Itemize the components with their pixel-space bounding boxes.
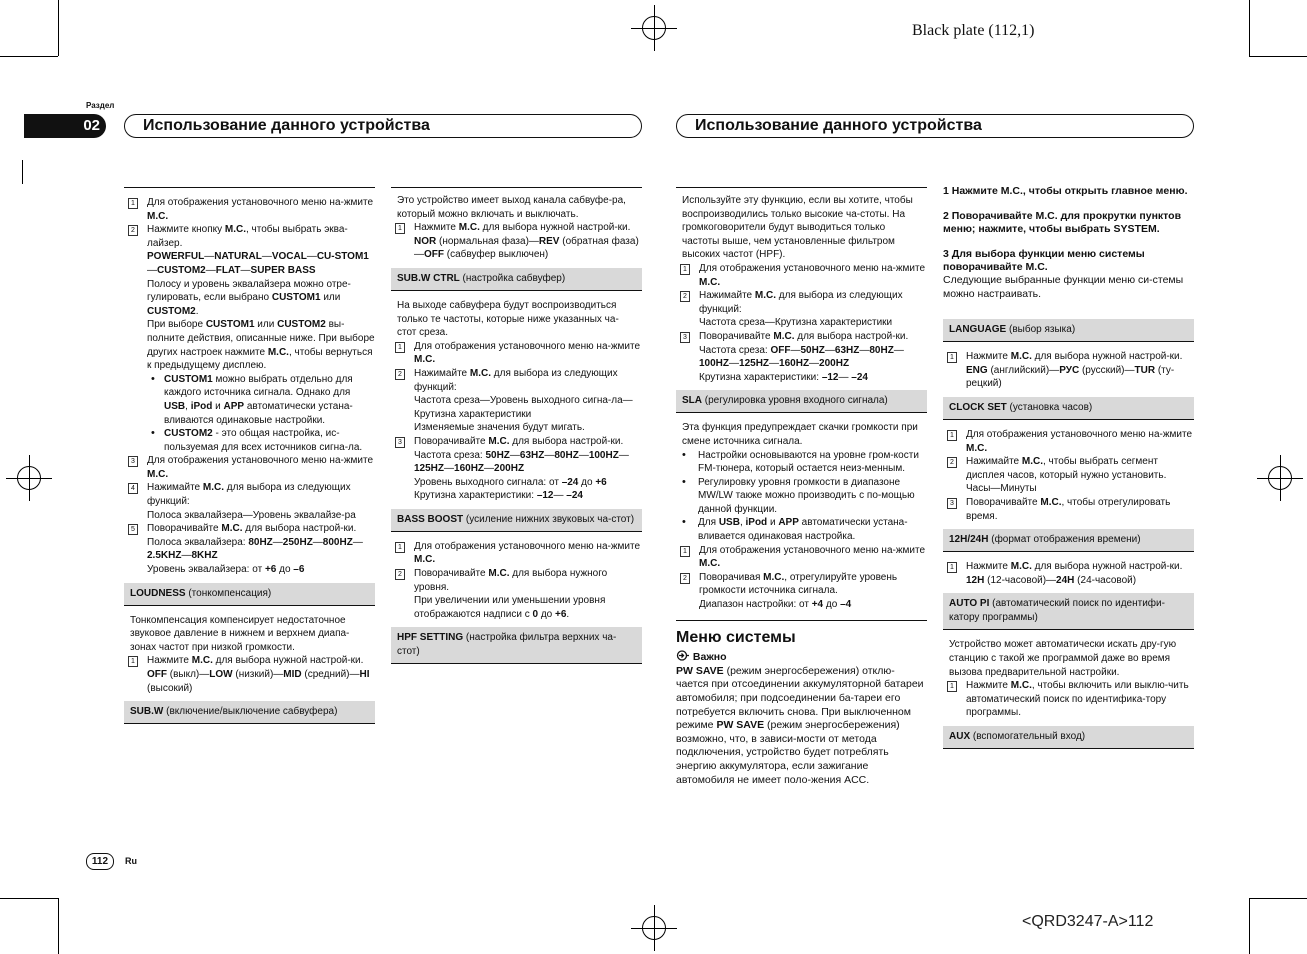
step-number: 3 (680, 332, 690, 343)
step-number: 2 (395, 569, 405, 580)
column-rule (124, 187, 375, 188)
step-number: 2 (680, 291, 690, 302)
step (124, 481, 375, 508)
step-text: Поворачивайте M.C. для выбора настрой-ки. (414, 435, 624, 447)
step-text: Поворачивайте M.C., чтобы отрегулировать время. (966, 496, 1171, 522)
crop-mark (22, 160, 23, 184)
step-detail: Частота среза: OFF—50HZ—63HZ—80HZ—100HZ—125HZ—160HZ—200HZ (699, 344, 904, 370)
step (124, 654, 375, 668)
setting-bar-sla: SLA (регулировка уровня входного сигнала) (676, 390, 927, 413)
paragraph: Следующие выбранные функции меню си-стемы можно настраивать. (943, 274, 1184, 300)
step (391, 435, 642, 449)
step-detail: NOR (нормальная фаза)—REV (обратная фаза)—OFF (сабвуфер выключен) (414, 235, 639, 261)
setting-bar-auto-pi: AUTO PI (автоматический поиск по идентифи-катору программы) (943, 593, 1194, 630)
column-rule (391, 187, 642, 188)
step (124, 454, 375, 481)
step-text: Нажимайте M.C. для выбора из следующих функций: (414, 367, 618, 393)
step (676, 262, 927, 289)
step (943, 350, 1194, 364)
page-title-left (124, 114, 642, 138)
step-text: Нажимайте M.C., чтобы выбрать сегмент дисплея часов, который нужно установить. (966, 456, 1167, 481)
important-icon (676, 650, 690, 661)
step-number: 3 (395, 437, 405, 448)
step-text: Поворачивайте M.C. для выбора нужного уровня. (414, 568, 608, 593)
registration-mark (1268, 466, 1292, 490)
step-detail: 12H (12-часовой)—24H (24-часовой) (966, 574, 1137, 586)
paragraph: Тонкомпенсация компенсирует недостаточное звуковое давление в нижнем и верхнем диапа-зонах частот при низкой громкости. (130, 614, 350, 653)
paragraph: На выходе сабвуфера будут воспроизводиться только те частоты, которые ниже указанных ча-стот среза. (397, 299, 619, 339)
bullet-item: • Регулировку уровня громкости в диапазоне MW/LW также можно производить с по-мощью данной функции. (676, 476, 927, 517)
setting-bar-hpf: HPF SETTING (настройка фильтра верхних ча-стот) (391, 627, 642, 664)
step-number: 1 (395, 542, 405, 553)
step-text: Нажмите M.C. для выбора нужной настрой-ки. (414, 222, 631, 234)
step (676, 571, 927, 598)
step-detail: Частота среза: 50HZ—63HZ—80HZ—100HZ—125HZ—160HZ—200HZ (414, 449, 629, 475)
procedure-step-heading: 3 Для выбора функции меню системы поворачивайте M.C. (943, 248, 1145, 273)
step-detail: Частота среза—Уровень выходного сигна-ла—Крутизна характеристики (414, 395, 633, 420)
step-number: 1 (947, 352, 957, 363)
crop-mark (0, 898, 58, 899)
step-detail: Часы—Минуты (966, 483, 1037, 495)
bullet-item: • Для USB, iPod и APP автоматически устана-вливается одинаковая настройка. (676, 516, 927, 543)
step (391, 367, 642, 394)
setting-bar-aux: AUX (вспомогательный вход) (943, 726, 1194, 749)
step-detail: Крутизна характеристики: –12— –24 (414, 490, 583, 502)
step-text: Поворачивайте M.C. для выбора настрой-ки. (147, 523, 357, 535)
step (391, 221, 642, 235)
step (391, 340, 642, 367)
setting-bar-loudness: LOUDNESS (тонкомпенсация) (124, 583, 375, 606)
bullet-item: • CUSTOM1 можно выбрать отдельно для каждого источника сигнала. Однако для USB, iPod и APP автоматически устана-вливаются одинаковые настройки. (124, 373, 375, 427)
section-label: Раздел (86, 101, 115, 110)
step (124, 196, 375, 223)
step (391, 540, 642, 567)
step-number: 1 (395, 342, 405, 353)
step-number: 1 (680, 264, 690, 275)
page-title-right (676, 114, 1194, 138)
column-2 (391, 187, 642, 672)
page-number: 112 (86, 853, 114, 870)
step (943, 496, 1194, 523)
step-detail: POWERFUL—NATURAL—VOCAL—CU-STOM1—CUSTOM2—FLAT—SUPER BASS (147, 251, 369, 276)
registration-mark (642, 16, 666, 40)
step-text: Для отображения установочного меню на-жмите M.C. (699, 262, 926, 288)
section-number: 02 (83, 117, 100, 134)
crop-mark (1249, 898, 1250, 954)
step-detail: Уровень выходного сигнала: от –24 до +6 (414, 476, 607, 488)
crop-mark (1249, 0, 1250, 56)
procedure-step-heading: 2 Поворачивайте M.C. для прокрутки пунктов меню; нажмите, чтобы выбрать SYSTEM. (943, 210, 1182, 235)
step-number: 4 (128, 483, 138, 494)
step-text: Для отображения установочного меню на-жмите M.C. (147, 455, 374, 480)
procedure-step-heading: 1 Нажмите M.C., чтобы открыть главное меню. (943, 185, 1188, 197)
step-number: 1 (947, 430, 957, 441)
step-number: 3 (128, 456, 138, 467)
crop-mark (58, 0, 59, 56)
step (943, 428, 1194, 455)
step-text: Поворачивая M.C., отрегулируйте уровень громкости источника сигнала. (699, 571, 898, 597)
step-text: Нажмите M.C., чтобы включить или выклю-чить автоматический поиск по идентифика-тору программы. (966, 680, 1189, 719)
step-number: 2 (947, 457, 957, 468)
language-code: Ru (125, 856, 137, 866)
crop-mark (1249, 898, 1307, 899)
important-text: PW SAVE (режим энергосбережения) отклю-чается при отсоединении аккумуляторной батареи автомобиля; при подсоединении ба-тареи его потребуется включить снова. При выключенном режиме PW SAVE (режим энергосбережения) возможно, что, в зависи-мости от метода подключения, устройство будет потреблять энергию аккумулятора, если зажигание автомобиля не имеет поло-жения ACC. (676, 664, 924, 786)
step-number: 1 (128, 656, 138, 667)
step-text: Для отображения установочного меню на-жмите M.C. (414, 340, 641, 366)
important-note (676, 650, 927, 665)
step-number: 2 (680, 573, 690, 584)
column-rule (676, 620, 927, 621)
step-text: Нажмите M.C. для выбора нужной настрой-ки. (966, 351, 1183, 363)
step-text: Поворачивайте M.C. для выбора настрой-ки. (699, 330, 909, 342)
step-detail: ENG (английский)—РУС (русский)—TUR (ту-рецкий) (966, 364, 1175, 390)
step-detail: Полоса эквалайзера—Уровень эквалайзе-ра (147, 509, 356, 521)
step-number: 1 (680, 546, 690, 557)
step-number: 3 (947, 498, 957, 509)
step-detail: При выборе CUSTOM1 или CUSTOM2 вы-полните действия, описанные ниже. При выборе других настроек нажмите M.C., чтобы вернуться к предыдущему дисплею. (147, 319, 375, 372)
paragraph: Устройство может автоматически искать дру-гую станцию с такой же программой даже во время вызова предварительной настройки. (949, 639, 1177, 678)
step-detail: Диапазон настройки: от +4 до –4 (699, 599, 852, 611)
step-text: Нажимайте M.C. для выбора из следующих функций: (699, 290, 903, 315)
step-detail: Крутизна характеристики: –12— –24 (699, 371, 868, 383)
page-title-left-text: Использование данного устройства (143, 117, 430, 134)
step-detail: Уровень эквалайзера: от +6 до –6 (147, 564, 305, 576)
step-number: 2 (128, 225, 138, 236)
step-number: 1 (395, 223, 405, 234)
registration-mark (642, 916, 666, 940)
registration-mark (17, 466, 41, 490)
column-rule (676, 187, 927, 188)
step-detail: При увеличении или уменьшении уровня отображаются надписи с 0 до +6. (414, 595, 606, 620)
important-label: Важно (692, 651, 727, 664)
step-text: Для отображения установочного меню на-жмите M.C. (147, 197, 374, 222)
step (676, 330, 927, 344)
step-detail: Изменяемые значения будут мигать. (414, 422, 585, 434)
setting-bar-subw-ctrl: SUB.W CTRL (настройка сабвуфер) (391, 268, 642, 291)
column-3 (676, 187, 927, 787)
crop-mark (58, 898, 59, 954)
step-detail: OFF (выкл)—LOW (низкий)—MID (средний)—HI (высокий) (147, 669, 370, 694)
paragraph: Это устройство имеет выход канала сабвуфе-ра, который можно включать и выключать. (397, 195, 626, 220)
step-number: 1 (947, 681, 957, 692)
section-heading: Меню системы (676, 628, 796, 646)
step (124, 223, 375, 250)
setting-bar-clock: CLOCK SET (установка часов) (943, 397, 1194, 420)
step-detail: Полоса эквалайзера: 80HZ—250HZ—800HZ—2.5KHZ—8KHZ (147, 536, 363, 562)
column-1 (124, 187, 375, 732)
step-text: Нажмите кнопку M.C., чтобы выбрать эква-лайзер. (147, 224, 348, 249)
step-number: 5 (128, 524, 138, 535)
step (943, 560, 1194, 574)
section-number-badge (24, 114, 106, 138)
step-text: Нажмите M.C. для выбора нужной настрой-ки. (966, 561, 1183, 573)
crop-mark (1249, 56, 1307, 57)
step (676, 289, 927, 316)
step-text: Для отображения установочного меню на-жмите M.C. (414, 540, 641, 566)
step-number: 2 (395, 369, 405, 380)
step-detail: Частота среза—Крутизна характеристики (699, 317, 893, 329)
step (676, 544, 927, 571)
step-text: Нажимайте M.C. для выбора из следующих функций: (147, 482, 351, 508)
column-4 (943, 185, 1194, 757)
step (943, 679, 1194, 720)
paragraph: Используйте эту функцию, если вы хотите, чтобы воспроизводились только высокие ча-стоты. На громкоговорители будут выводиться только частоты выше, чем установленные фильтром высоких частот (HPF). (682, 195, 913, 261)
crop-mark (0, 56, 58, 57)
setting-bar-language: LANGUAGE (выбор языка) (943, 319, 1194, 342)
step (124, 522, 375, 536)
bullet-item: • CUSTOM2 - это общая настройка, ис-пользуемая для всех источников сигна-ла. (124, 427, 375, 454)
setting-bar-subw: SUB.W (включение/выключение сабвуфера) (124, 701, 375, 724)
page-title-right-text: Использование данного устройства (695, 117, 982, 134)
step-number: 1 (128, 198, 138, 209)
bullet-item: • Настройки основываются на уровне гром-кости FM-тюнера, который остается неиз-менным. (676, 449, 927, 476)
setting-bar-bass-boost: BASS BOOST (усиление нижних звуковых ча-стот) (391, 509, 642, 532)
step-number: 1 (947, 562, 957, 573)
step-text: Для отображения установочного меню на-жмите M.C. (966, 428, 1193, 454)
setting-bar-12h-24h: 12H/24H (формат отображения времени) (943, 529, 1194, 552)
step-detail: Полосу и уровень эквалайзера можно отре-гулировать, если выбрано CUSTOM1 или CUSTOM2. (147, 278, 351, 317)
step-text: Для отображения установочного меню на-жмите M.C. (699, 544, 926, 570)
step (943, 455, 1194, 482)
plate-label: Black plate (112,1) (912, 22, 1035, 39)
step-text: Нажмите M.C. для выбора нужной настрой-ки. (147, 655, 364, 667)
step (391, 567, 642, 594)
document-code: <QRD3247-A>112 (1022, 913, 1154, 930)
paragraph: Эта функция предупреждает скачки громкости при смене источника сигнала. (682, 422, 918, 447)
